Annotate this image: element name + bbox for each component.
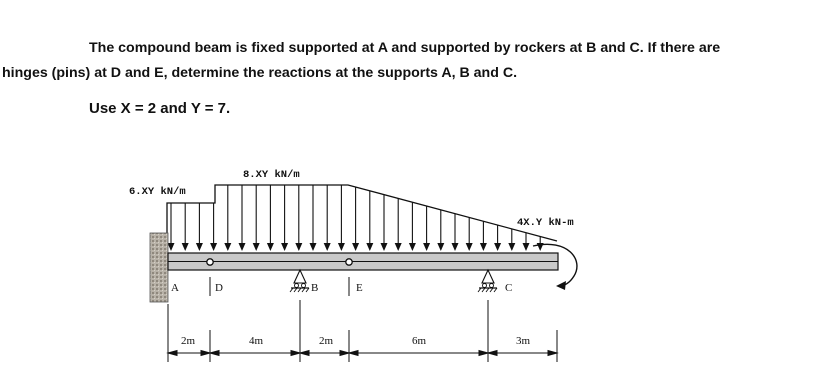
- label-e: E: [356, 282, 363, 294]
- load-arrow-head: [381, 243, 388, 251]
- load-arrow-head: [466, 243, 473, 251]
- load-arrow-head: [196, 243, 203, 251]
- load-arrow-head: [224, 243, 231, 251]
- fixed-wall-support: [150, 233, 168, 302]
- load-arrow-head: [168, 243, 175, 251]
- load-arrow-head: [324, 243, 331, 251]
- load-arrows: [168, 185, 544, 251]
- rocker-support-b: [290, 270, 309, 292]
- load-arrow-head: [281, 243, 288, 251]
- dimension-arrows: [168, 351, 557, 356]
- span-ec: 6m: [412, 335, 427, 347]
- beam: [168, 253, 558, 270]
- span-be: 2m: [319, 335, 334, 347]
- load-arrow-head: [267, 243, 274, 251]
- load-label-mid: 8.XY kN/m: [243, 169, 300, 181]
- load-arrow-head: [338, 243, 345, 251]
- load-arrow-head: [366, 243, 373, 251]
- load-arrow-head: [409, 243, 416, 251]
- load-arrow-head: [437, 243, 444, 251]
- load-arrow-head: [452, 243, 459, 251]
- load-arrow-head: [182, 243, 189, 251]
- dimension-arrowhead: [349, 351, 358, 356]
- load-label-left: 6.XY kN/m: [129, 186, 186, 198]
- given-values: Use X = 2 and Y = 7.: [89, 100, 231, 117]
- moment-label: 4X.Y kN-m: [517, 217, 574, 229]
- dimension-arrowhead: [300, 351, 309, 356]
- load-arrow-head: [310, 243, 317, 251]
- point-label-markers: [210, 277, 349, 296]
- load-arrow-head: [508, 243, 515, 251]
- rocker-support-c: [478, 270, 497, 292]
- span-ad: 2m: [181, 335, 196, 347]
- distributed-load: [167, 185, 557, 251]
- load-arrow-head: [423, 243, 430, 251]
- load-arrow-head: [295, 243, 302, 251]
- load-arrow-head: [523, 243, 530, 251]
- label-c: C: [505, 282, 513, 294]
- load-arrow-head: [352, 243, 359, 251]
- dimension-arrowhead: [210, 351, 219, 356]
- dimension-arrowhead: [168, 351, 177, 356]
- hinge-e: [346, 259, 352, 265]
- hinge-d: [207, 259, 213, 265]
- load-arrow-head: [494, 243, 501, 251]
- label-a: A: [171, 282, 179, 294]
- dimension-arrowhead: [488, 351, 497, 356]
- problem-line-1: The compound beam is fixed supported at A and supported by rockers at B and C. If there are: [89, 40, 721, 56]
- dimension-arrowhead: [548, 351, 557, 356]
- problem-line-2: hinges (pins) at D and E, determine the reactions at the supports A, B and C.: [2, 65, 518, 81]
- load-arrow-head: [395, 243, 402, 251]
- span-db: 4m: [249, 335, 264, 347]
- load-arrow-head: [210, 243, 217, 251]
- label-b: B: [311, 282, 319, 294]
- span-c-end: 3m: [516, 335, 531, 347]
- label-d: D: [215, 282, 223, 294]
- load-arrow-head: [253, 243, 260, 251]
- load-arrow-head: [239, 243, 246, 251]
- load-arrow-head: [480, 243, 487, 251]
